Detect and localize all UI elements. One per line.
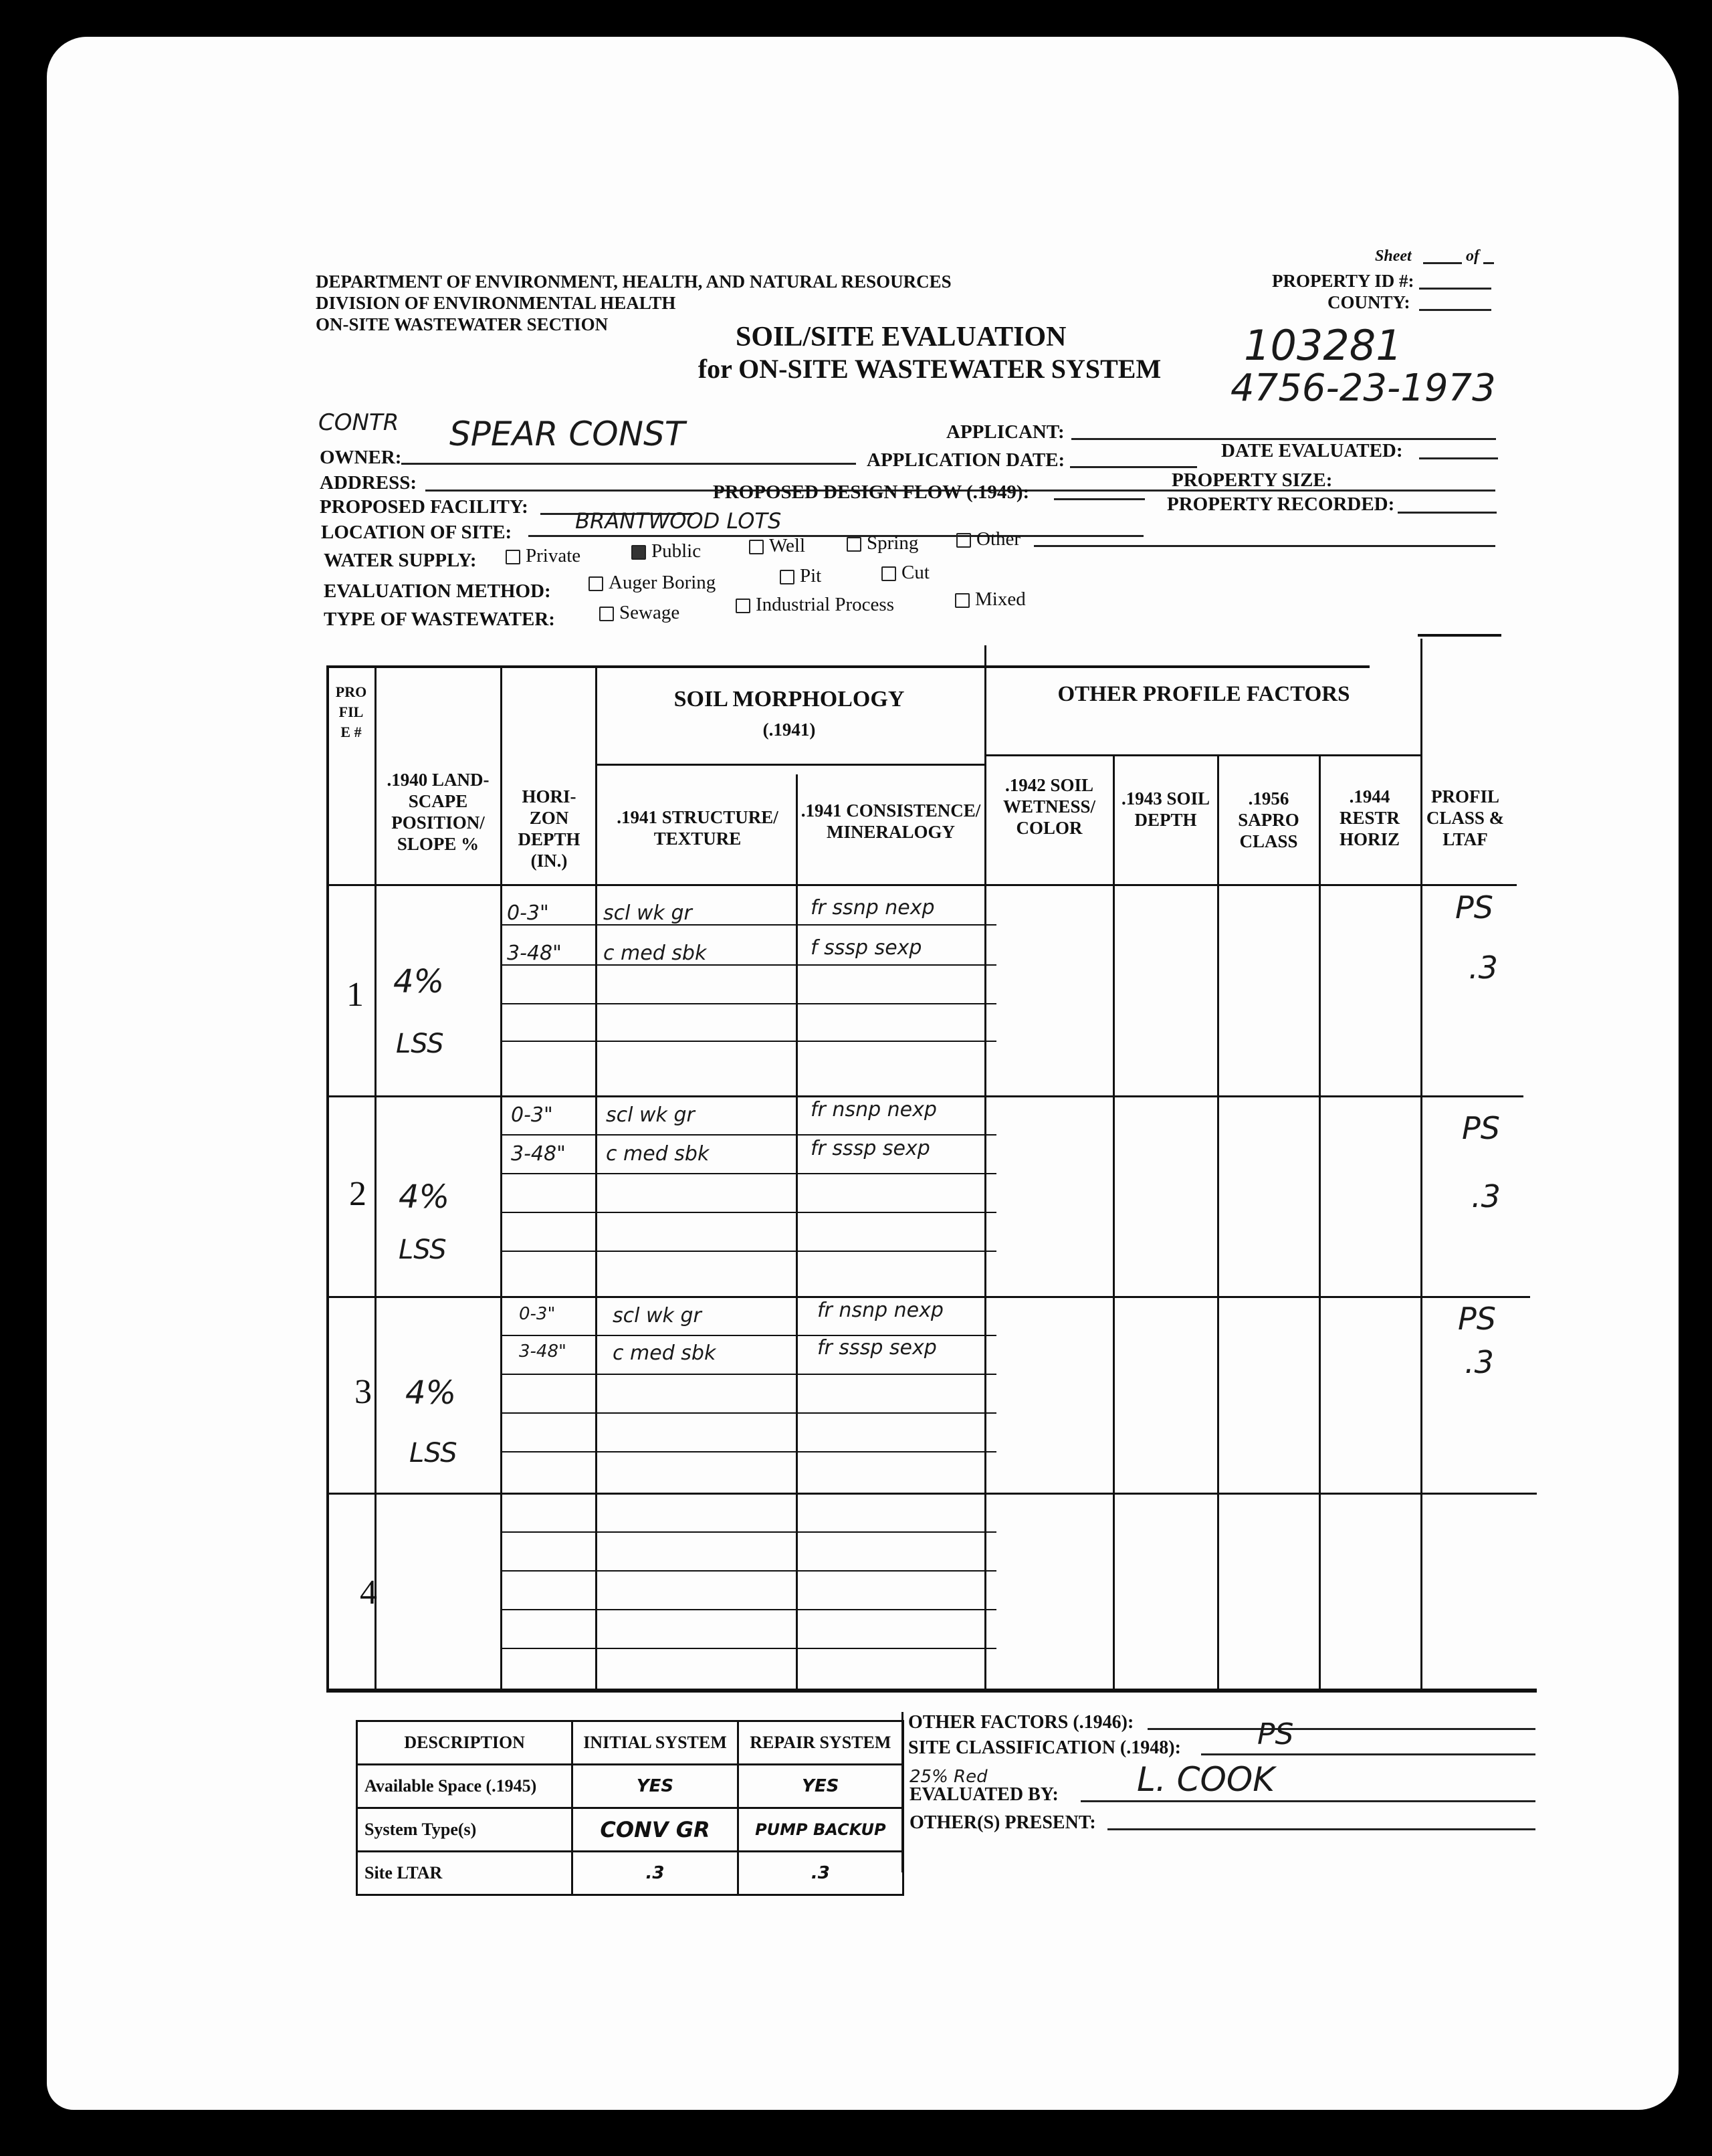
consistence: fr nsnp nexp [811, 1098, 937, 1121]
agency-line-3: ON-SITE WASTEWATER SECTION [316, 314, 609, 334]
property-recorded-label: PROPERTY RECORDED: [1167, 494, 1395, 515]
profile-number: 3 [354, 1373, 372, 1411]
location-label: LOCATION OF SITE: [321, 522, 512, 543]
structure-texture: c med sbk [603, 942, 707, 965]
site-ltar-repair: .3 [738, 1852, 903, 1895]
site-classification-note: 25% Red [909, 1767, 988, 1787]
evaluated-by-label: EVALUATED BY: [909, 1784, 1059, 1805]
profile-ltar: .3 [1471, 1178, 1501, 1214]
profile-ltar: .3 [1465, 1344, 1494, 1380]
header-horizon: HORI- ZON DEPTH (IN.) [518, 786, 580, 871]
repair-system-header: REPAIR SYSTEM [738, 1721, 903, 1765]
property-size-label: PROPERTY SIZE: [1172, 469, 1333, 491]
water-option-private[interactable]: Private [506, 545, 580, 567]
horizon-depth: 0-3" [519, 1304, 556, 1324]
header-class: PROFIL CLASS & LTAF [1426, 786, 1505, 849]
profile-slope: 4% [393, 963, 445, 1000]
header-structure: .1941 STRUCTURE/ TEXTURE [617, 807, 778, 849]
owner-value: SPEAR CONST [449, 415, 685, 453]
header-wetness: .1942 SOIL WETNESS/ COLOR [1002, 775, 1096, 838]
address-label: ADDRESS: [320, 472, 417, 494]
sheet-label: Sheet [1375, 247, 1412, 265]
horizon-depth: 0-3" [511, 1103, 553, 1127]
header-other-factors: OTHER PROFILE FACTORS [1057, 682, 1350, 706]
profile-number: 1 [346, 976, 364, 1014]
header-restr: .1944 RESTR HORIZ [1339, 786, 1400, 849]
water-supply-label: WATER SUPPLY: [324, 550, 477, 571]
owner-label: OWNER: [320, 447, 402, 468]
structure-texture: c med sbk [606, 1142, 710, 1166]
water-option-spring[interactable]: Spring [847, 532, 918, 554]
structure-texture: scl wk gr [606, 1103, 695, 1127]
wastewater-option-industrial[interactable]: Industrial Process [736, 594, 894, 616]
wastewater-option-sewage[interactable]: Sewage [599, 602, 679, 624]
initial-system-header: INITIAL SYSTEM [572, 1721, 738, 1765]
others-present-label: OTHER(S) PRESENT: [909, 1812, 1096, 1833]
profile-position: LSS [409, 1438, 457, 1469]
header-soil-morphology: SOIL MORPHOLOGY [673, 687, 905, 712]
header-profile: PROFILE # [335, 683, 367, 740]
header-soil-code: (.1941) [762, 720, 816, 740]
method-option-cut[interactable]: Cut [881, 562, 930, 584]
profile-class: PS [1458, 1301, 1496, 1337]
method-option-pit[interactable]: Pit [780, 565, 821, 587]
site-ltar-initial: .3 [572, 1852, 738, 1895]
water-option-other[interactable]: Other [956, 528, 1021, 550]
applicant-label: APPLICANT: [946, 421, 1065, 443]
property-id-label: PROPERTY ID #: [1272, 271, 1414, 291]
header-sapro: .1956 SAPRO CLASS [1238, 788, 1299, 851]
system-table [356, 1720, 904, 1896]
water-option-well[interactable]: Well [749, 535, 805, 557]
profile-number: 4 [360, 1574, 377, 1612]
location-value: BRANTWOOD LOTS [575, 508, 782, 534]
header-consistence: .1941 CONSISTENCE/ MINERALOGY [800, 800, 981, 842]
agency-line-1: DEPARTMENT OF ENVIRONMENT, HEALTH, AND NATURAL RESOURCES [316, 272, 952, 292]
consistence: fr ssnp nexp [811, 896, 935, 920]
method-option-auger[interactable]: Auger Boring [588, 572, 716, 594]
consistence: fr sssp sexp [817, 1336, 937, 1360]
structure-texture: c med sbk [613, 1341, 716, 1365]
other-factors-label: OTHER FACTORS (.1946): [908, 1712, 1134, 1733]
form-subtitle: for ON-SITE WASTEWATER SYSTEM [698, 354, 1162, 384]
system-type-initial: CONV GR [572, 1808, 738, 1852]
header-landscape: .1940 LAND- SCAPE POSITION/ SLOPE % [387, 770, 490, 854]
consistence: f sssp sexp [811, 936, 922, 960]
site-classification-label: SITE CLASSIFICATION (.1948): [908, 1737, 1181, 1758]
wastewater-option-mixed[interactable]: Mixed [955, 588, 1026, 611]
water-option-public[interactable]: Public [631, 540, 701, 562]
site-ltar-label: Site LTAR [357, 1852, 572, 1895]
county-label: COUNTY: [1327, 292, 1410, 312]
profile-position: LSS [399, 1234, 447, 1265]
design-flow-label: PROPOSED DESIGN FLOW (.1949): [713, 481, 1030, 503]
description-header: DESCRIPTION [357, 1721, 572, 1765]
owner-note: CONTR [318, 409, 399, 436]
available-space-repair: YES [738, 1765, 903, 1808]
wastewater-label: TYPE OF WASTEWATER: [324, 609, 555, 630]
evaluated-by-value: L. COOK [1137, 1760, 1275, 1799]
agency-line-2: DIVISION OF ENVIRONMENTAL HEALTH [316, 293, 676, 313]
available-space-initial: YES [572, 1765, 738, 1808]
profile-number: 2 [349, 1175, 366, 1213]
consistence: fr nsnp nexp [817, 1299, 944, 1322]
structure-texture: scl wk gr [613, 1304, 702, 1327]
horizon-depth: 3-48" [507, 942, 562, 965]
profile-slope: 4% [405, 1374, 457, 1412]
site-classification-value: PS [1257, 1717, 1294, 1751]
profile-class: PS [1462, 1110, 1500, 1146]
horizon-depth: 3-48" [511, 1142, 566, 1166]
evaluation-method-label: EVALUATION METHOD: [324, 580, 551, 602]
proposed-facility-label: PROPOSED FACILITY: [320, 496, 528, 518]
profile-position: LSS [396, 1029, 444, 1059]
profile-class: PS [1455, 889, 1493, 926]
system-type-repair: PUMP BACKUP [738, 1808, 903, 1852]
profile-ltar: .3 [1469, 950, 1498, 986]
horizon-depth: 0-3" [507, 901, 549, 925]
structure-texture: scl wk gr [603, 901, 692, 925]
header-soil-depth: .1943 SOIL DEPTH [1121, 788, 1210, 830]
application-date-label: APPLICATION DATE: [867, 449, 1065, 471]
system-type-label: System Type(s) [357, 1808, 572, 1852]
date-evaluated-label: DATE EVALUATED: [1221, 440, 1403, 461]
horizon-depth: 3-48" [519, 1341, 566, 1362]
form-title: SOIL/SITE EVALUATION [736, 322, 1067, 352]
available-space-label: Available Space (.1945) [357, 1765, 572, 1808]
handwritten-id-1: 103281 [1244, 321, 1402, 370]
consistence: fr sssp sexp [811, 1137, 930, 1160]
profile-slope: 4% [399, 1178, 450, 1216]
of-label: of [1466, 247, 1479, 265]
handwritten-id-2: 4756-23-1973 [1230, 366, 1496, 410]
